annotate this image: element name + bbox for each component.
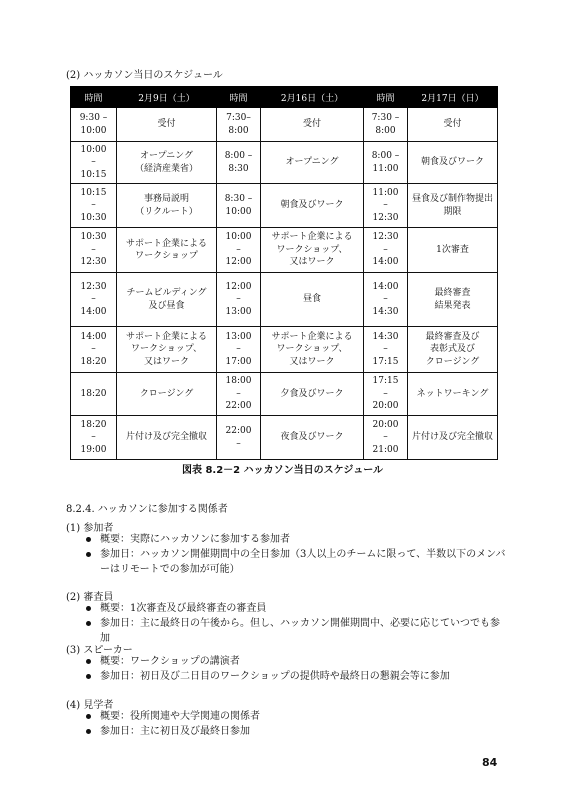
- schedule-header-row: [71, 87, 498, 108]
- table-cell: 22:00 –: [217, 416, 261, 460]
- list-item-text: 概要：実際にハッカソンに参加する参加者: [100, 534, 290, 545]
- table-cell: 14:00 – 18:20: [71, 327, 117, 373]
- group-title: (1) 参加者: [66, 523, 114, 534]
- table-cell: 17:15 – 20:00: [364, 373, 408, 416]
- table-row: [71, 184, 498, 228]
- table-cell: ネットワーキング: [408, 373, 498, 416]
- table-cell: 10:30 – 12:30: [71, 228, 117, 273]
- table-row: [71, 142, 498, 184]
- table-row: [71, 108, 498, 142]
- table-caption: 図表 8.2－2 ハッカソン当日のスケジュール: [181, 465, 384, 476]
- header-time-2: 時間: [217, 87, 261, 108]
- table-cell: クロージング: [117, 373, 217, 416]
- bullet-icon: [86, 621, 91, 626]
- table-cell: 朝食及びワーク: [408, 142, 498, 184]
- table-cell: 14:30 – 17:15: [364, 327, 408, 373]
- table-cell: 受付: [261, 108, 364, 142]
- table-row: [71, 373, 498, 416]
- group-title: (2) 審査員: [66, 592, 114, 603]
- schedule-title: (2) ハッカソン当日のスケジュール: [66, 70, 223, 81]
- list-item-text: 概要：ワークショップの講演者: [100, 656, 240, 667]
- list-item-text: 参加日：ハッカソン開催期間中の全日参加（3人以上のチームに限って、半数以下のメンバ ーはリモートでの参加が可能）: [100, 549, 506, 575]
- table-cell: 18:20: [71, 373, 117, 416]
- bullet-icon: [86, 606, 91, 611]
- table-cell: 10:00 – 12:00: [217, 228, 261, 273]
- bullet-icon: [86, 674, 91, 679]
- table-cell: 8:00 – 11:00: [364, 142, 408, 184]
- bullet-icon: [86, 729, 91, 734]
- list-item-text: 概要：役所関連や大学関連の関係者: [100, 711, 260, 722]
- header-day-2: 2月16日（土）: [261, 87, 364, 108]
- table-cell: 片付け及び完全撤収: [117, 416, 217, 460]
- table-cell: 受付: [408, 108, 498, 142]
- table-cell: 事務局説明 （リクルート）: [117, 184, 217, 228]
- table-cell: 14:00 – 14:30: [364, 273, 408, 327]
- table-cell: 10:00 – 10:15: [71, 142, 117, 184]
- list-item-text: 参加日：初日及び二日目のワークショップの提供時や最終日の懇親会等に参加: [100, 671, 450, 682]
- header-time-3: 時間: [364, 87, 408, 108]
- list-item-text: 参加日：主に最終日の午後から。但し、ハッカソン開催期間中、必要に応じていつでも参加: [100, 618, 500, 644]
- list-item: [86, 601, 506, 616]
- list-item-text: 参加日：主に初日及び最終日参加: [100, 726, 250, 737]
- list-item: [86, 724, 506, 739]
- table-cell: 9:30 – 10:00: [71, 108, 117, 142]
- table-cell: 8:30 – 10:00: [217, 184, 261, 228]
- list-item: [86, 616, 506, 646]
- list-item: [86, 547, 506, 577]
- table-cell: 受付: [117, 108, 217, 142]
- table-cell: 20:00 – 21:00: [364, 416, 408, 460]
- table-cell: 朝食及びワーク: [261, 184, 364, 228]
- schedule-table: [70, 86, 498, 460]
- section-heading: 8.2.4. ハッカソンに参加する関係者: [66, 504, 228, 515]
- header-day-3: 2月17日（日）: [408, 87, 498, 108]
- table-cell: オープニング: [261, 142, 364, 184]
- table-row: [71, 273, 498, 327]
- list-item: [86, 669, 506, 684]
- table-cell: 昼食及び制作物提出 期限: [408, 184, 498, 228]
- table-cell: 夕食及びワーク: [261, 373, 364, 416]
- bullet-icon: [86, 537, 91, 542]
- table-cell: 最終審査 結果発表: [408, 273, 498, 327]
- table-cell: 12:30 – 14:00: [71, 273, 117, 327]
- table-cell: 昼食: [261, 273, 364, 327]
- group-title: (3) スピーカー: [66, 645, 133, 656]
- table-cell: オープニング （経済産業省）: [117, 142, 217, 184]
- list-item: [86, 532, 506, 547]
- page-number: 84: [482, 756, 498, 769]
- group-title: (4) 見学者: [66, 700, 114, 711]
- table-cell: 18:20 – 19:00: [71, 416, 117, 460]
- table-cell: 12:00 – 13:00: [217, 273, 261, 327]
- table-cell: 7:30 – 8:00: [364, 108, 408, 142]
- table-row: [71, 327, 498, 373]
- table-cell: 1次審査: [408, 228, 498, 273]
- header-time-1: 時間: [71, 87, 117, 108]
- table-row: [71, 416, 498, 460]
- bullet-icon: [86, 714, 91, 719]
- table-cell: 11:00 – 12:30: [364, 184, 408, 228]
- table-cell: サポート企業による ワークショップ、 又はワーク: [261, 327, 364, 373]
- table-cell: 13:00 – 17:00: [217, 327, 261, 373]
- table-cell: 片付け及び完全撤収: [408, 416, 498, 460]
- table-cell: 最終審査及び 表彰式及び クロージング: [408, 327, 498, 373]
- table-cell: 7:30– 8:00: [217, 108, 261, 142]
- table-row: [71, 228, 498, 273]
- bullet-icon: [86, 659, 91, 664]
- table-cell: 夜食及びワーク: [261, 416, 364, 460]
- list-item-text: 概要：1次審査及び最終審査の審査員: [100, 603, 267, 614]
- header-day-1: 2月9日（土）: [117, 87, 217, 108]
- table-cell: サポート企業による ワークショップ: [117, 228, 217, 273]
- table-cell: サポート企業による ワークショップ、 又はワーク: [261, 228, 364, 273]
- table-cell: 10:15 – 10:30: [71, 184, 117, 228]
- table-cell: チームビルディング 及び昼食: [117, 273, 217, 327]
- list-item: [86, 654, 506, 669]
- bullet-icon: [86, 552, 91, 557]
- table-cell: 18:00 – 22:00: [217, 373, 261, 416]
- list-item: [86, 709, 506, 724]
- table-cell: サポート企業による ワークショップ、 又はワーク: [117, 327, 217, 373]
- table-cell: 8:00 – 8:30: [217, 142, 261, 184]
- table-cell: 12:30 – 14:00: [364, 228, 408, 273]
